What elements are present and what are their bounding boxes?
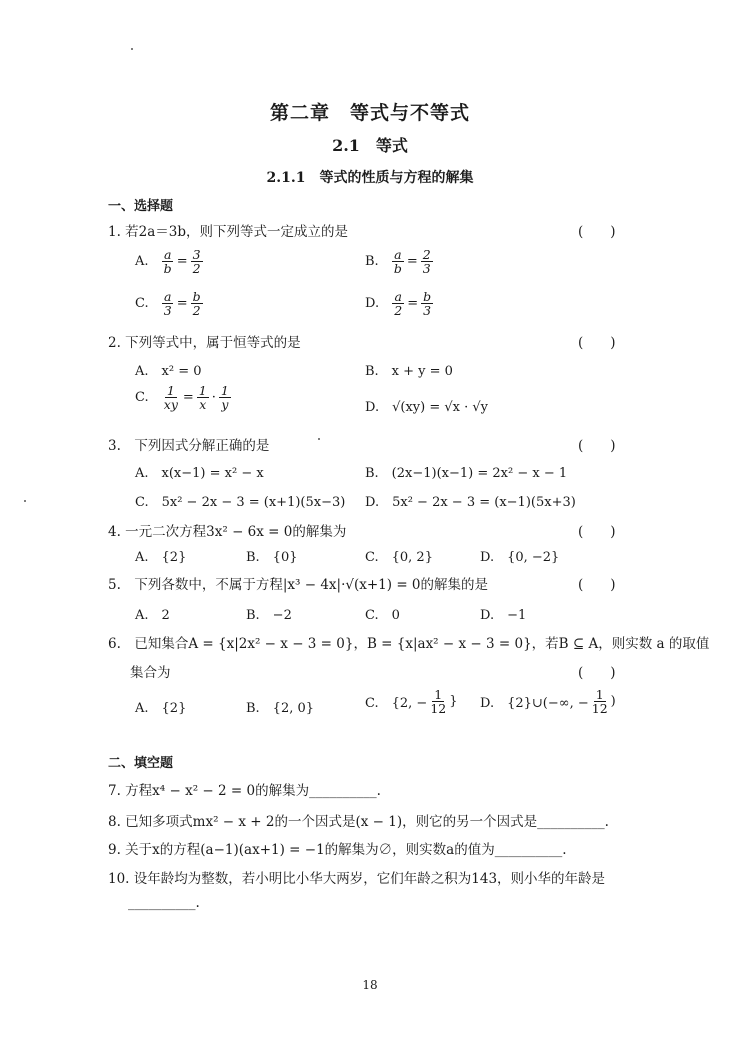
q5-option-d: D. −1 [480, 608, 527, 623]
section-fill-heading: 二、填空题 [108, 756, 174, 771]
q3-stem: 3. 下列因式分解正确的是 [108, 438, 270, 454]
q1-stem: 1. 若2a＝3b，则下列等式一定成立的是 [108, 224, 349, 240]
subsection-title: 2.1.1 等式的性质与方程的解集 [266, 170, 474, 186]
q6-answer-paren: ( ) [578, 665, 616, 681]
section-title: 2.1 等式 [332, 136, 408, 155]
q3-option-b: B. (2x−1)(x−1) = 2x² − x − 1 [365, 466, 568, 481]
q5-option-b: B. −2 [246, 608, 292, 623]
q8-text: 8. 已知多项式mx² − x + 2的一个因式是(x − 1)，则它的另一个因式是__________. [108, 814, 609, 830]
page-number: 18 [362, 978, 378, 992]
q7-text: 7. 方程x⁴ − x² − 2 = 0的解集为__________. [108, 783, 381, 799]
q2-option-c: C. $\frac{1}{xy}$ = $\frac{1}{x}$ · $\frac{1}{y}$ [135, 383, 229, 413]
q9-text: 9. 关于x的方程(a−1)(ax+1) = −1的解集为∅，则实数a的值为__________. [108, 842, 567, 858]
scan-speck [24, 500, 26, 502]
q6-option-b: B. {2, 0} [246, 701, 315, 716]
q4-option-c: C. {0, 2} [365, 550, 433, 565]
q3-option-c: C. 5x² − 2x − 3 = (x+1)(5x−3) [135, 495, 346, 510]
q1-option-d: D. $\frac{a}{2}$ = $\frac{b}{3}$ [365, 289, 432, 319]
q2-option-b: B. x + y = 0 [365, 364, 453, 379]
q5-answer-paren: ( ) [578, 577, 616, 593]
scan-speck [131, 48, 133, 50]
section-choice-heading: 一、选择题 [108, 199, 174, 214]
q2-option-d: D. √(xy) = √x · √y [365, 400, 488, 415]
q5-stem: 5. 下列各数中，不属于方程|x³ − 4x|·√(x+1) = 0的解集的是 [108, 577, 489, 593]
q1-option-b: B. $\frac{a}{b}$ = $\frac{2}{3}$ [365, 247, 431, 277]
q6-option-a: A. {2} [135, 701, 187, 716]
q3-answer-paren: ( ) [578, 438, 616, 454]
q5-option-a: A. 2 [135, 608, 170, 623]
q4-stem: 4. 一元二次方程3x² − 6x = 0的解集为 [108, 524, 347, 540]
q2-answer-paren: ( ) [578, 335, 616, 351]
chapter-title: 第二章 等式与不等式 [269, 102, 470, 124]
q6-stem: 6. 已知集合A = {x|2x² − x − 3 = 0}，B = {x|ax² − x − 3 = 0}，若B ⊆ A，则实数 a 的取值 [108, 636, 710, 652]
q10-blank: __________. [128, 895, 200, 911]
q1-option-c: C. $\frac{a}{3}$ = $\frac{b}{2}$ [135, 289, 201, 319]
q4-answer-paren: ( ) [578, 524, 616, 540]
q4-option-a: A. {2} [135, 550, 187, 565]
q3-option-a: A. x(x−1) = x² − x [135, 466, 264, 481]
q6-option-c: C. {2, − $\frac{1}{12}$ } [365, 687, 458, 717]
q1-option-a: A. $\frac{a}{b}$ = $\frac{3}{2}$ [135, 247, 201, 277]
q4-option-d: D. {0, −2} [480, 550, 560, 565]
q6-stem-continued: 集合为 [130, 665, 171, 681]
q6-option-d: D. {2}∪(−∞, − $\frac{1}{12}$ ) [480, 687, 616, 717]
q10-text: 10. 设年龄均为整数，若小明比小华大两岁，它们年龄之积为143，则小华的年龄是 [108, 871, 606, 887]
q2-option-a: A. x² = 0 [135, 364, 202, 379]
q2-stem: 2. 下列等式中，属于恒等式的是 [108, 335, 301, 351]
q3-option-d: D. 5x² − 2x − 3 = (x−1)(5x+3) [365, 495, 576, 510]
scan-speck [318, 438, 320, 440]
q1-answer-paren: ( ) [578, 224, 616, 240]
q4-option-b: B. {0} [246, 550, 298, 565]
q5-option-c: C. 0 [365, 608, 400, 623]
